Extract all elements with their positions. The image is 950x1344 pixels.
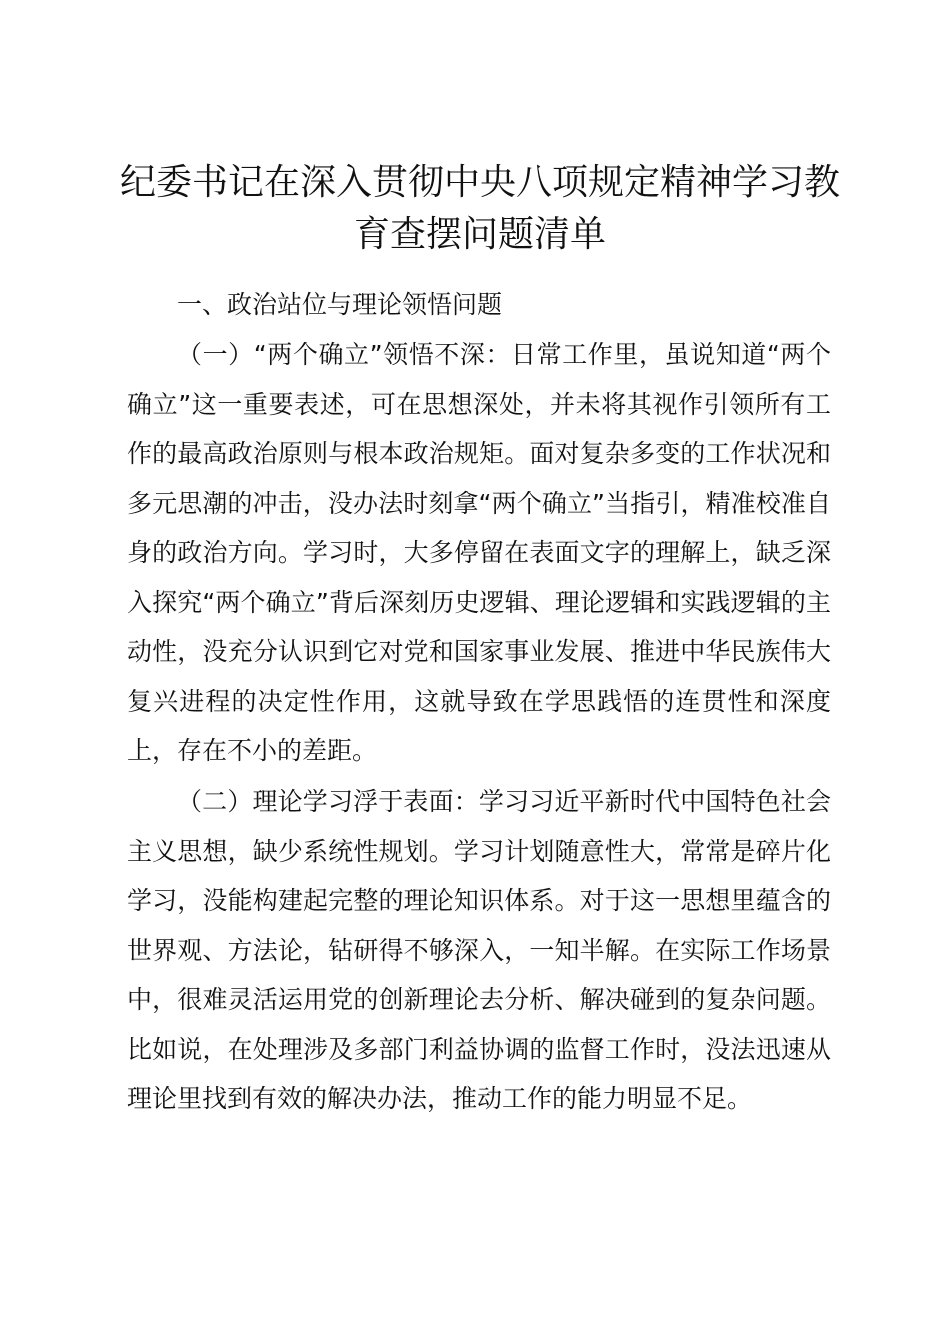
paragraph-2: （二）理论学习浮于表面：学习习近平新时代中国特色社会主义思想，缺少系统性规划。学习计划随意性大，常常是碎片化学习，没能构建起完整的理论知识体系。对于这一思想里蕴含的世界观、方法论，钻研得不够深入，一知半解。在实际工作场景中，很难灵活运用党的创新理论去分析、解决碰到的复杂问题。比如说，在处理涉及多部门利益协调的监督工作时，没法迅速从理论里找到有效的解决办法，推动工作的能力明显不足。 [127,787,831,1113]
section-heading: 一、政治站位与理论领悟问题 [177,290,503,319]
paragraph-1: （一）“两个确立”领悟不深：日常工作里，虽说知道“两个确立”这一重要表述，可在思想深处，并未将其视作引领所有工作的最高政治原则与根本政治规矩。面对复杂多变的工作状况和多元思潮的冲击，没办法时刻拿“两个确立”当指引，精准校准自身的政治方向。学习时，大多停留在表面文字的理解上，缺乏深入探究“两个确立”背后深刻历史逻辑、理论逻辑和实践逻辑的主动性，没充分认识到它对党和国家事业发展、推进中华民族伟大复兴进程的决定性作用，这就导致在学思践悟的连贯性和深度上，存在不小的差距。 [127,340,831,765]
document-title: 纪委书记在深入贯彻中央八项规定精神学习教育查摆问题清单 [119,162,840,255]
